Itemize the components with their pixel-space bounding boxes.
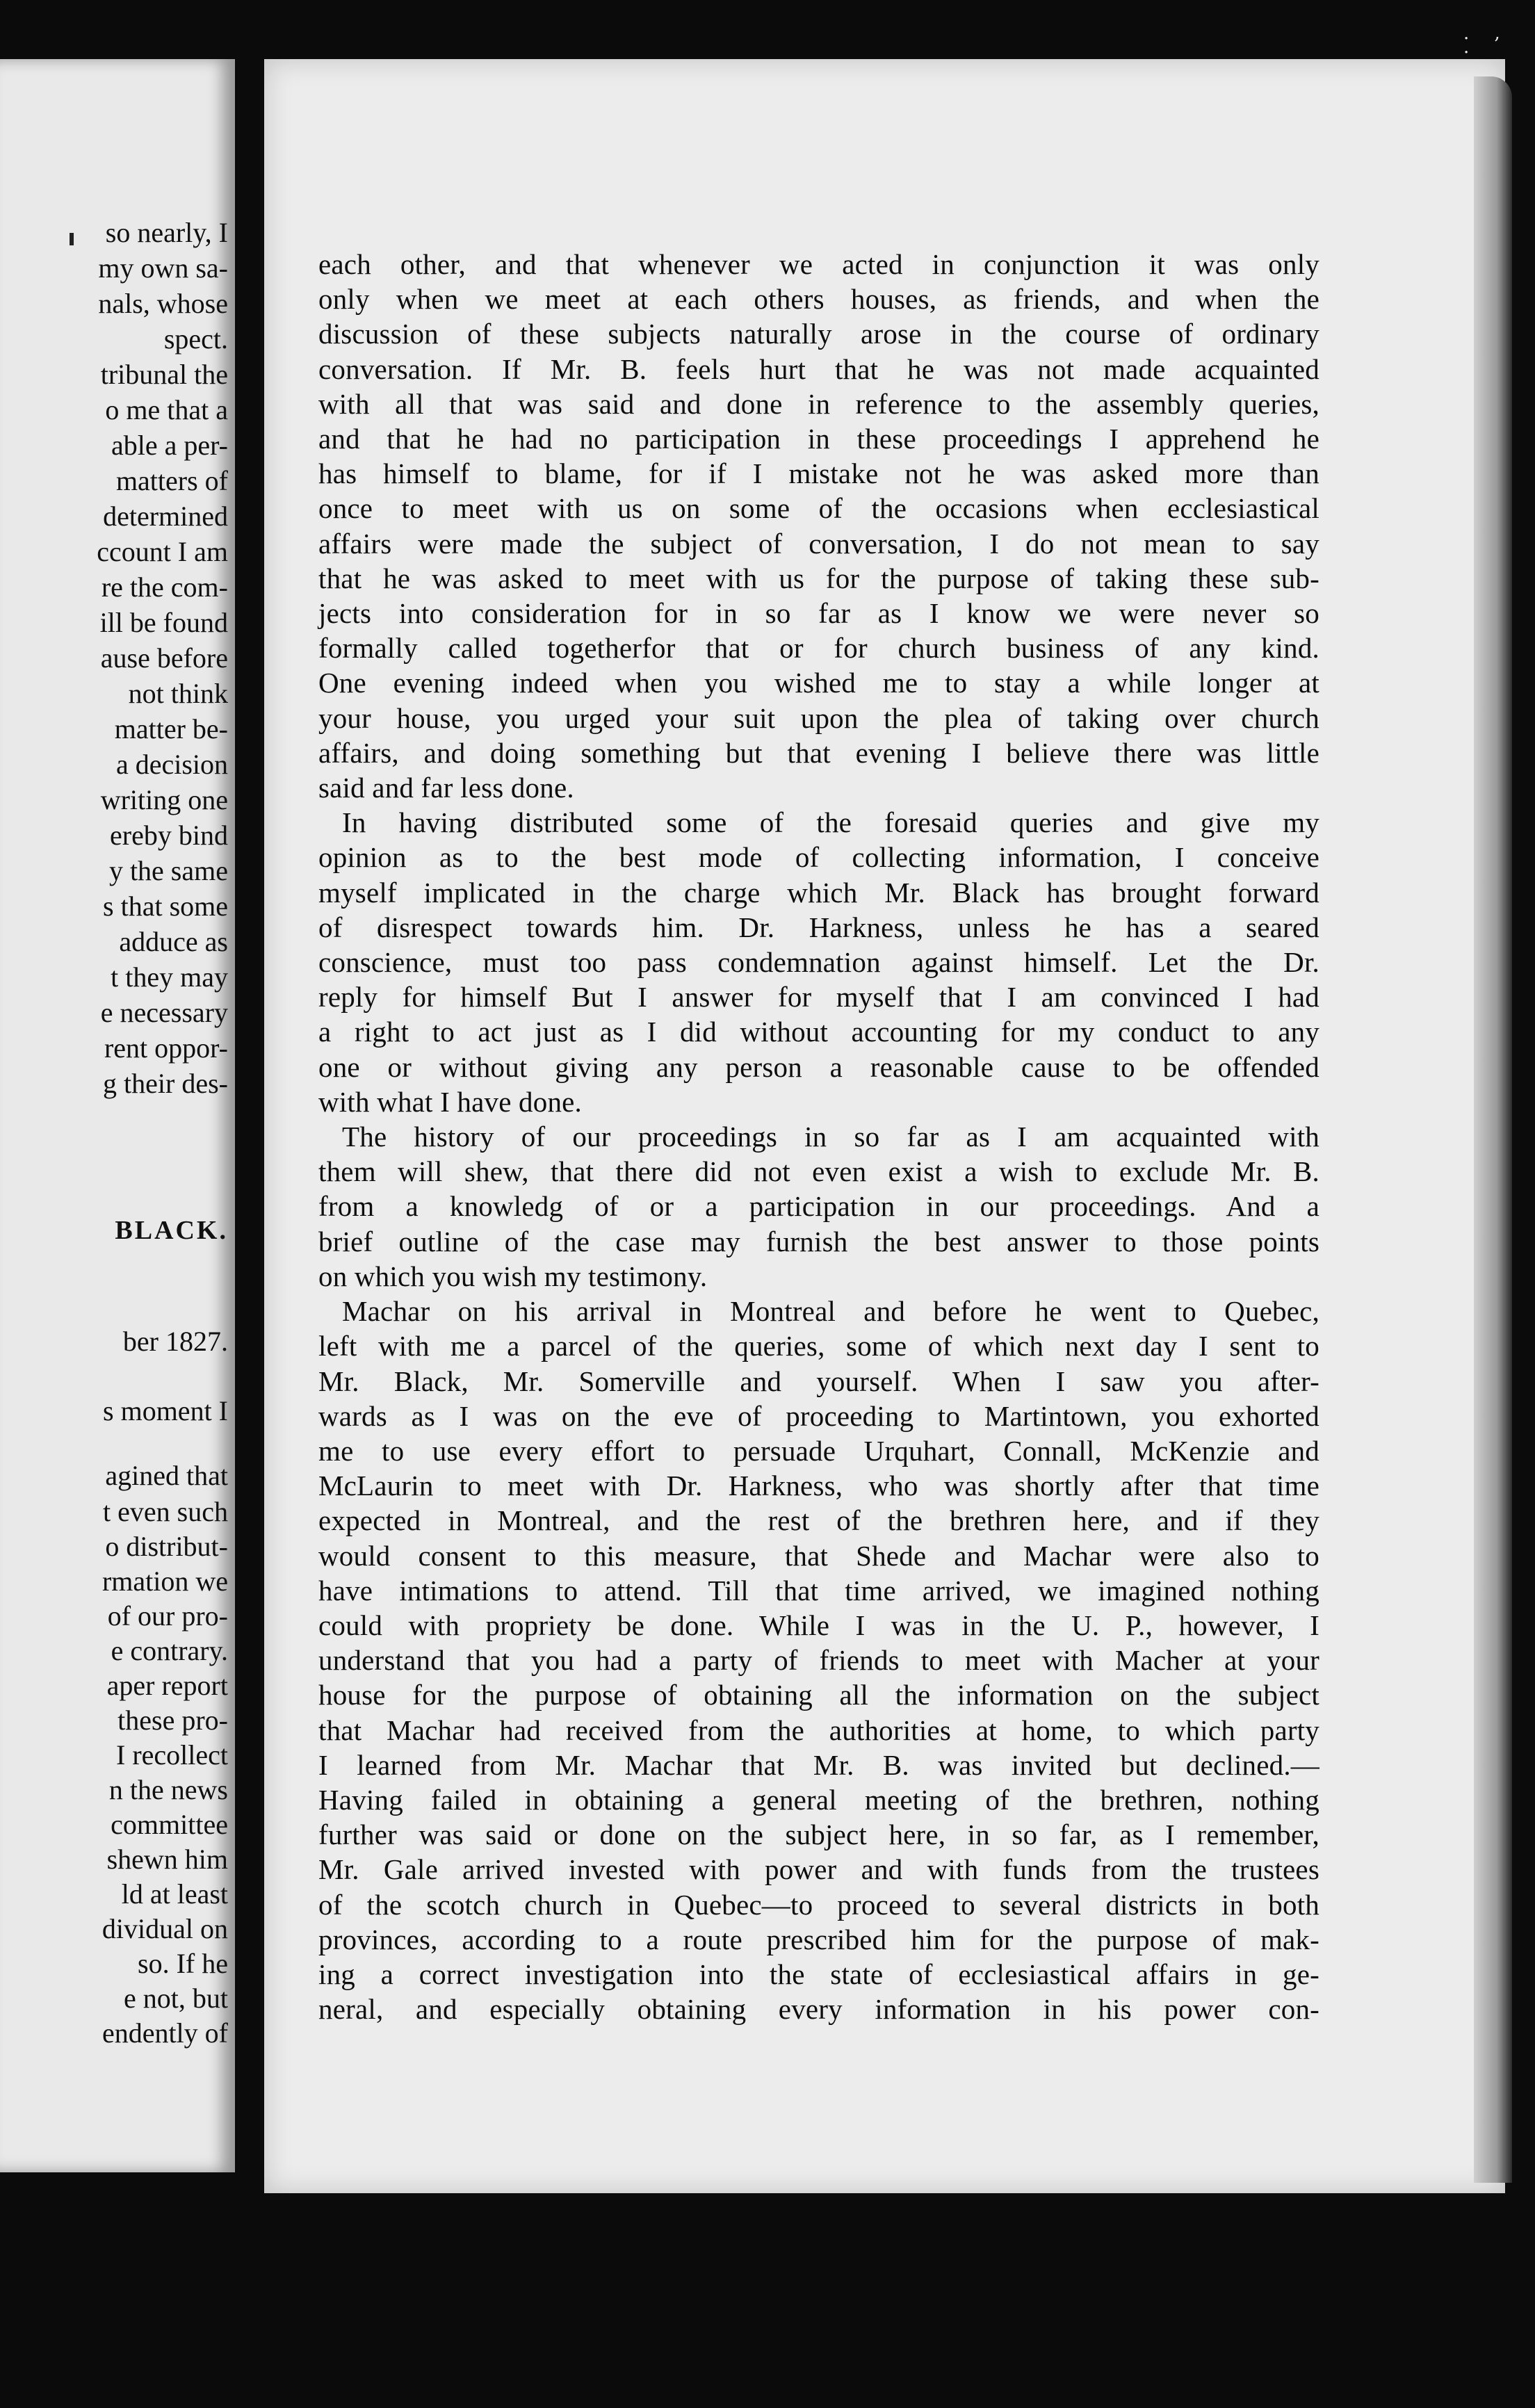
text-line: your house, you urged your suit upon the plea of taking over church bbox=[318, 701, 1319, 734]
text-line: with all that was said and done in reference to the assembly queries, bbox=[318, 387, 1319, 420]
text-line: myself implicated in the charge which Mr. Black has brought forward bbox=[318, 876, 1319, 909]
text-line: conscience, must too pass condemnation against himself. Let the Dr. bbox=[318, 946, 1319, 979]
text-line: conversation. If Mr. B. feels hurt that he was not made acquainted bbox=[318, 352, 1319, 385]
corner-marks: . , . bbox=[1463, 23, 1510, 58]
left-page-line: e not, but bbox=[124, 1983, 228, 2014]
left-page-line: ccount I am bbox=[97, 536, 228, 567]
text-line: that he was asked to meet with us for the purpose of taking these sub- bbox=[318, 562, 1319, 594]
left-page-line: of our pro- bbox=[107, 1600, 228, 1632]
text-line: would consent to this measure, that Shede and Machar were also to bbox=[318, 1539, 1319, 1572]
left-page-signature: BLACK. bbox=[115, 1216, 228, 1245]
left-page-line: a decision bbox=[115, 749, 228, 780]
text-line: further was said or done on the subject here, in so far, as I remember, bbox=[318, 1819, 1319, 1851]
left-page-line: determined bbox=[103, 501, 228, 532]
left-page-line: ause before bbox=[100, 642, 228, 674]
left-page-line: t they may bbox=[111, 961, 228, 993]
left-page-line: spect. bbox=[163, 323, 228, 355]
page-edge-shadow bbox=[1474, 76, 1512, 2183]
left-page-line: re the com- bbox=[101, 571, 228, 603]
text-line: once to meet with us on some of the occasions when ecclesiastical bbox=[318, 492, 1319, 525]
text-line: brief outline of the case may furnish the best answer to those points bbox=[318, 1225, 1319, 1258]
left-page-line: nals, whose bbox=[98, 288, 228, 319]
left-page-line: t even such bbox=[103, 1496, 228, 1527]
text-line: In having distributed some of the foresaid queries and give my bbox=[342, 806, 1319, 839]
text-line: from a knowledg of or a participation in our proceedings. And a bbox=[318, 1190, 1319, 1223]
left-page-line: matters of bbox=[115, 465, 228, 496]
left-page-line: y the same bbox=[108, 855, 228, 886]
text-line: could with propriety be done. While I was in the U. P., however, I bbox=[318, 1609, 1319, 1641]
left-page-date: ber 1827. bbox=[122, 1326, 228, 1357]
text-line: understand that you had a party of friends to meet with Macher at your bbox=[318, 1644, 1319, 1677]
left-page-line: matter be- bbox=[114, 713, 228, 745]
printer-mark bbox=[70, 233, 74, 245]
text-line: reply for himself But I answer for myself that I am convinced I had bbox=[318, 981, 1319, 1014]
text-line: wards as I was on the eve of proceeding to Martintown, you exhorted bbox=[318, 1399, 1319, 1432]
text-line: of disrespect towards him. Dr. Harkness, unless he has a seared bbox=[318, 911, 1319, 943]
left-page-line: so. If he bbox=[138, 1948, 228, 1979]
text-line: discussion of these subjects naturally arose in the course of ordinary bbox=[318, 318, 1319, 350]
left-page-line: I recollect bbox=[116, 1739, 228, 1771]
left-page-line: ld at least bbox=[121, 1878, 228, 1910]
text-line: I learned from Mr. Machar that Mr. B. was invited but declined.— bbox=[318, 1748, 1319, 1781]
left-page-line: o distribut- bbox=[105, 1531, 228, 1562]
left-page-line: so nearly, I bbox=[105, 217, 228, 248]
left-page-line: my own sa- bbox=[98, 252, 228, 284]
text-line: and that he had no participation in these proceedings I apprehend he bbox=[318, 423, 1319, 455]
left-page-line: aper report bbox=[106, 1670, 228, 1701]
text-line: house for the purpose of obtaining all the information on the subject bbox=[318, 1679, 1319, 1711]
left-page-line: n the news bbox=[108, 1774, 228, 1805]
left-page-line: rent oppor- bbox=[104, 1032, 228, 1064]
text-line: Mr. Gale arrived invested with power and with funds from the trustees bbox=[318, 1853, 1319, 1886]
left-page-line: e necessary bbox=[100, 997, 228, 1028]
facing-page-left bbox=[0, 59, 235, 2172]
text-line: only when we meet at each others houses, as friends, and when the bbox=[318, 283, 1319, 316]
text-line: left with me a parcel of the queries, some of which next day I sent to bbox=[318, 1330, 1319, 1362]
left-page-line: s that some bbox=[103, 890, 228, 922]
text-line: expected in Montreal, and the rest of the brethren here, and if they bbox=[318, 1504, 1319, 1537]
left-page-line: committee bbox=[111, 1809, 228, 1840]
left-page-line: adduce as bbox=[119, 926, 228, 957]
text-line: them will shew, that there did not even exist a wish to exclude Mr. B. bbox=[318, 1155, 1319, 1188]
text-line: affairs were made the subject of conversation, I do not mean to say bbox=[318, 527, 1319, 560]
text-line: opinion as to the best mode of collecting information, I conceive bbox=[318, 841, 1319, 874]
text-line: Having failed in obtaining a general meeting of the brethren, nothing bbox=[318, 1783, 1319, 1816]
left-page-line: e contrary. bbox=[111, 1635, 228, 1666]
text-line: neral, and especially obtaining every information in his power con- bbox=[318, 1993, 1319, 2026]
text-line: each other, and that whenever we acted in conjunction it was only bbox=[318, 248, 1319, 280]
text-line: has himself to blame, for if I mistake not he was asked more than bbox=[318, 457, 1319, 490]
left-page-line: tribunal the bbox=[100, 359, 228, 390]
text-line: jects into consideration for in so far as I know we were never so bbox=[318, 597, 1319, 630]
left-page-line: rmation we bbox=[101, 1565, 228, 1597]
text-line: The history of our proceedings in so far as I am acquainted with bbox=[342, 1121, 1319, 1153]
text-line: me to use every effort to persuade Urquhart, Connall, McKenzie and bbox=[318, 1434, 1319, 1467]
text-line: affairs, and doing something but that evening I believe there was little bbox=[318, 736, 1319, 769]
left-page-line: writing one bbox=[100, 784, 228, 815]
left-page-line: these pro- bbox=[117, 1705, 228, 1736]
text-line: formally called togetherfor that or for church business of any kind. bbox=[318, 632, 1319, 665]
text-line: a right to act just as I did without accounting for my conduct to any bbox=[318, 1016, 1319, 1048]
text-line: Machar on his arrival in Montreal and before he went to Quebec, bbox=[342, 1295, 1319, 1328]
text-line: One evening indeed when you wished me to stay a while longer at bbox=[318, 667, 1319, 699]
left-page-line: g their des- bbox=[103, 1068, 228, 1099]
text-line: on which you wish my testimony. bbox=[318, 1260, 708, 1292]
left-page-line: not think bbox=[128, 678, 228, 709]
text-line: with what I have done. bbox=[318, 1085, 582, 1118]
text-line: provinces, according to a route prescribed him for the purpose of mak- bbox=[318, 1923, 1319, 1955]
text-line: Mr. Black, Mr. Somerville and yourself. When I saw you after- bbox=[318, 1365, 1319, 1397]
text-line: have intimations to attend. Till that time arrived, we imagined nothing bbox=[318, 1574, 1319, 1606]
left-page-line: ill be found bbox=[99, 607, 228, 638]
text-line: said and far less done. bbox=[318, 772, 574, 804]
left-page-line: able a per- bbox=[111, 430, 228, 461]
left-page-line: endently of bbox=[101, 2017, 228, 2049]
body-text bbox=[318, 247, 1319, 2026]
text-line: that Machar had received from the authorities at home, to which party bbox=[318, 1714, 1319, 1746]
text-line: one or without giving any person a reasonable cause to be offended bbox=[318, 1050, 1319, 1083]
left-page-line: ereby bind bbox=[110, 820, 228, 851]
text-line: ing a correct investigation into the state of ecclesiastical affairs in ge- bbox=[318, 1958, 1319, 1990]
text-line: of the scotch church in Quebec—to proceed to several districts in both bbox=[318, 1888, 1319, 1921]
left-page-line: agined that bbox=[105, 1460, 228, 1491]
left-page-line: dividual on bbox=[101, 1913, 228, 1944]
left-page-line: s moment I bbox=[103, 1395, 228, 1426]
left-page-line: shewn him bbox=[106, 1844, 228, 1875]
text-line: McLaurin to meet with Dr. Harkness, who was shortly after that time bbox=[318, 1470, 1319, 1502]
left-page-line: o me that a bbox=[105, 394, 228, 425]
